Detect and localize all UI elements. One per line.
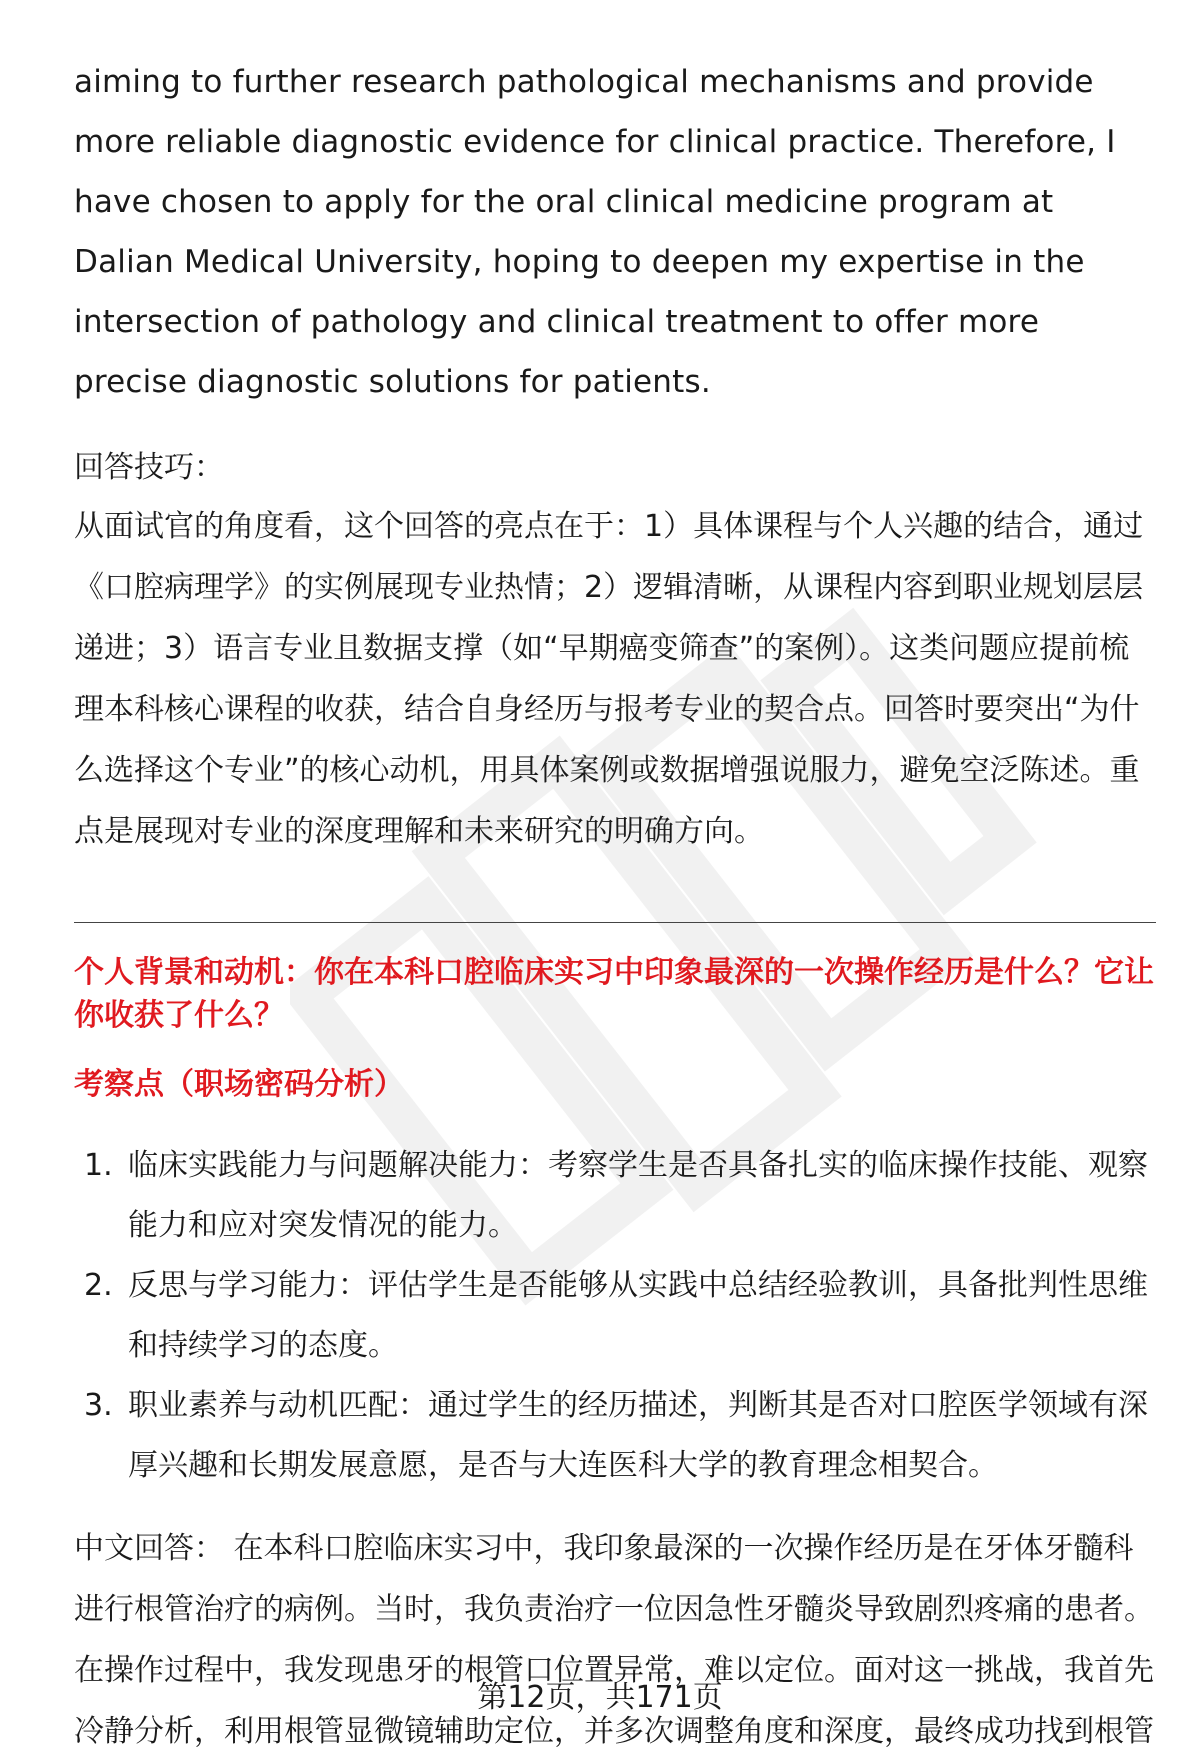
focus-point <box>74 1256 1156 1376</box>
chinese-answer-paragraph: 中文回答： 在本科口腔临床实习中，我印象最深的一次操作经历是在牙体牙髓科进行根管治疗的病例。当时，我负责治疗一位因急性牙髓炎导致剧烈疼痛的患者。在操作过程中，我发现患牙的根管口位置异常，难以定位。面对这一挑战，我首先冷静分析，利用根管显微镜辅助定位，并多次调整角度和深度，最终成功找到根管 <box>74 1531 1154 1749</box>
page-number-footer: 第12页，共171页 <box>477 1680 723 1715</box>
point-number: 2. <box>84 1268 113 1303</box>
focus-point <box>74 1376 1156 1496</box>
point-number: 1. <box>84 1148 113 1183</box>
focus-point <box>74 1136 1156 1256</box>
tips-label: 回答技巧： <box>74 450 224 485</box>
point-text: 职业素养与动机匹配：通过学生的经历描述，判断其是否对口腔医学领域有深厚兴趣和长期发展意愿，是否与大连医科大学的教育理念相契合。 <box>128 1388 1148 1483</box>
question-heading: 个人背景和动机：你在本科口腔临床实习中印象最深的一次操作经历是什么？它让你收获了什么？ <box>74 955 1154 1033</box>
document-page <box>74 52 1156 1762</box>
tips-paragraph: 从面试官的角度看，这个回答的亮点在于：1）具体课程与个人兴趣的结合，通过《口腔病理学》的实例展现专业热情；2）逻辑清晰，从课程内容到职业规划层层递进；3）语言专业且数据支撑（如“早期癌变筛查”的案例）。这类问题应提前梳理本科核心课程的收获，结合自身经历与报考专业的契合点。回答时要突出“为什么选择这个专业”的核心动机，用具体案例或数据增强说服力，避免空泛陈述。重点是展现对专业的深度理解和未来研究的明确方向。 <box>74 509 1144 849</box>
point-number: 3. <box>84 1388 113 1423</box>
focus-points-list <box>74 1136 1156 1496</box>
point-text: 反思与学习能力：评估学生是否能够从实践中总结经验教训，具备批判性思维和持续学习的态度。 <box>128 1268 1148 1363</box>
section-divider <box>74 922 1156 923</box>
point-text: 临床实践能力与问题解决能力：考察学生是否具备扎实的临床操作技能、观察能力和应对突发情况的能力。 <box>128 1148 1148 1243</box>
english-answer-paragraph: aiming to further research pathological mechanisms and provide more reliable diagnostic evidence for clinical practice. Therefore, I have chosen to apply for the oral clinical medicine program at Dalian Medical University, hoping to deepen my expertise in the intersection of pathology and clinical treatment to offer more precise diagnostic solutions for patients. <box>74 64 1116 400</box>
focus-title: 考察点（职场密码分析） <box>74 1067 404 1102</box>
